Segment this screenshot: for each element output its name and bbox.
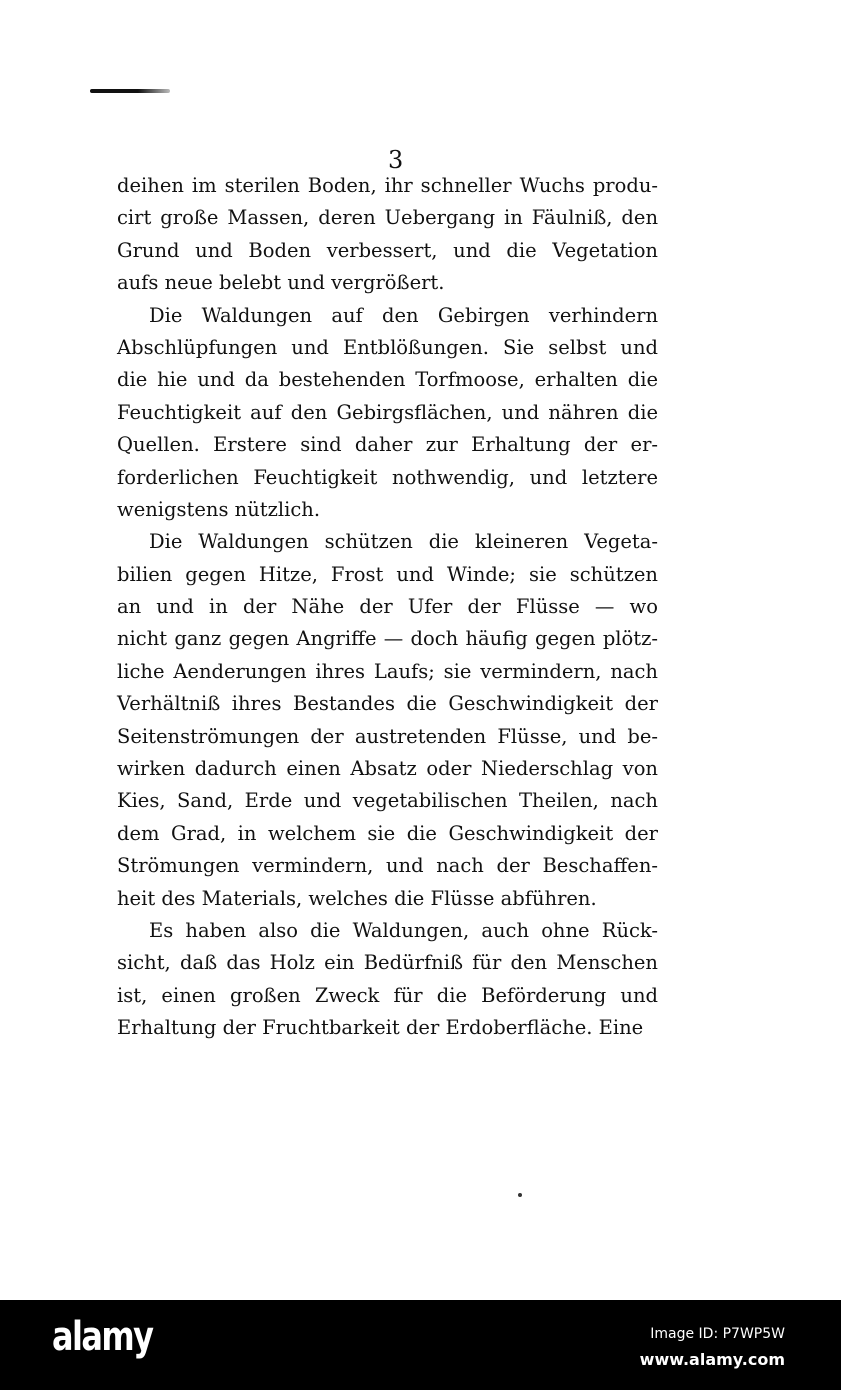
text-line: Erhaltung der Fruchtbarkeit der Erdoberfläche. Eine — [117, 1016, 644, 1040]
text-line: Verhältniß ihres Bestandes die Geschwindigkeit der — [117, 692, 658, 716]
text-line: Abschlüpfungen und Entblößungen. Sie selbst und — [117, 335, 658, 359]
watermark-bar — [0, 1300, 841, 1390]
page-number: 3 — [388, 146, 404, 174]
text-line: dem Grad, in welchem sie die Geschwindigkeit der — [117, 821, 658, 845]
site-url: www.alamy.com — [639, 1350, 785, 1369]
text-line: Grund und Boden verbessert, und die Vegetation — [117, 238, 658, 262]
body-text — [117, 170, 658, 1045]
printer-rule — [90, 89, 170, 93]
text-line: wenigstens nützlich. — [117, 497, 321, 521]
text-line: heit des Materials, welches die Flüsse abführen. — [117, 886, 597, 910]
text-line: forderlichen Feuchtigkeit nothwendig, und letztere — [117, 465, 658, 489]
alamy-logo: alamy — [52, 1314, 153, 1360]
text-line: Es haben also die Waldungen, auch ohne Rück- — [149, 918, 658, 942]
text-line: Strömungen vermindern, und nach der Beschaffen- — [117, 854, 658, 878]
text-line: cirt große Massen, deren Uebergang in Fäulniß, den — [117, 206, 658, 230]
text-line: Feuchtigkeit auf den Gebirgsflächen, und nähren die — [117, 400, 658, 424]
text-line: sicht, daß das Holz ein Bedürfniß für den Menschen — [117, 951, 658, 975]
text-line: nicht ganz gegen Angriffe — doch häufig gegen plötz- — [117, 627, 658, 651]
text-line: die hie und da bestehenden Torfmoose, erhalten die — [117, 368, 658, 392]
text-line: Die Waldungen schützen die kleineren Vegeta- — [149, 530, 658, 554]
text-line: liche Aenderungen ihres Laufs; sie vermindern, nach — [117, 659, 658, 683]
text-line: deihen im sterilen Boden, ihr schneller Wuchs produ- — [117, 174, 658, 197]
text-line: wirken dadurch einen Absatz oder Niederschlag von — [117, 757, 658, 781]
text-line: Die Waldungen auf den Gebirgen verhindern — [149, 303, 658, 327]
text-line: Quellen. Erstere sind daher zur Erhaltung der er- — [117, 433, 658, 457]
text-line: ist, einen großen Zweck für die Beförderung und — [117, 983, 658, 1007]
text-line: an und in der Nähe der Ufer der Flüsse — wo — [117, 595, 658, 619]
ink-speck — [518, 1193, 522, 1197]
text-line: aufs neue belebt und vergrößert. — [117, 271, 445, 295]
image-id: Image ID: P7WP5W — [650, 1326, 785, 1342]
text-line: Kies, Sand, Erde und vegetabilischen Theilen, nach — [117, 789, 658, 813]
text-line: Seitenströmungen der austretenden Flüsse, und be- — [117, 724, 658, 748]
text-line: bilien gegen Hitze, Frost und Winde; sie schützen — [117, 562, 658, 586]
